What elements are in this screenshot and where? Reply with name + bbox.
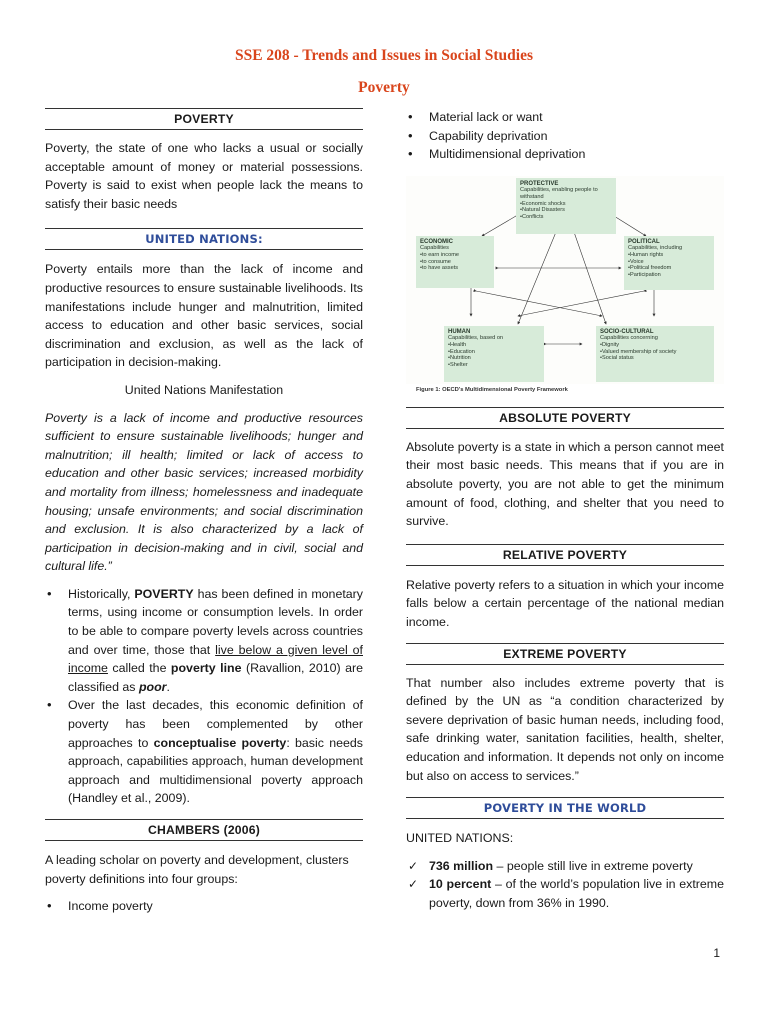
arrow-line [574,232,606,324]
history-bullets [45,585,363,808]
document-subtitle: Poverty [358,79,410,96]
chambers-list-left [45,897,363,916]
relative-poverty-text: Relative poverty refers to a situation in which your income falls below a certain percentage of the national median income. [406,577,724,629]
checkmark-icon: ✓ [408,877,419,892]
absolute-poverty-text: Absolute poverty is a state in which a person cannot meet their most basic needs. This means that if you are in absolute poverty, you are not able to get the minimum amount of food, clothing, and shelter that you need to survive. [406,439,724,529]
box-political: POLITICAL Capabilities, including • Human rights • Voice • Political freedom • Participation [624,236,714,290]
arrow-line [476,291,602,316]
un-definition: Poverty entails more than the lack of income and productive resources to ensure sustainable livelihoods. Its manifestations include hunger and malnutrition, limited access to education and other basic services, social discrimination and exclusion, as well as the lack of participation in decision-making. [45,262,363,370]
chambers-list-right [406,108,724,164]
list-item: • Multidimensional deprivation [406,145,724,164]
list-item: • Capability deprivation [406,127,724,146]
list-item: • Historically, POVERTY has been defined in monetary terms, using income or consumption levels. In order to be able to compare poverty levels across countries and over time, those that live below a given level of income called the poverty line (Ravallion, 2010) are classified as poor. [45,585,363,697]
section-heading-poverty: POVERTY [45,108,363,130]
chambers-intro: A leading scholar on poverty and development, clusters poverty definitions into four groups: [45,853,349,886]
oecd-poverty-framework-figure [406,176,724,384]
checkmark-icon: ✓ [408,858,419,873]
section-heading-united-nations: UNITED NATIONS: [45,228,363,250]
list-item: ✓ 736 million – people still live in extreme poverty [406,857,724,876]
extreme-poverty-text: That number also includes extreme poverty that is defined by the UN as “a condition characterized by severe deprivation of basic human needs, including food, safe drinking water, sanitation facilities, health, shelter, education and information. It depends not only on income but also on access to services.” [406,675,724,783]
list-item: • Over the last decades, this economic definition of poverty has been complemented by other approaches to conceptualise poverty: basic needs approach, capabilities approach, human development approach and multidimensional poverty approach (Handley et al., 2009). [45,696,363,808]
page-number: 1 [713,946,720,960]
box-economic: ECONOMIC Capabilities • to earn income • to consume • to have assets [416,236,494,288]
section-heading-world: POVERTY IN THE WORLD [406,797,724,819]
document-title: SSE 208 - Trends and Issues in Social Studies [234,47,534,64]
figure-caption: Figure 1: OECD's Multidimensional Poverty Framework [416,386,568,393]
un-manifestation-text: Poverty is a lack of income and productive resources sufficient to ensure sustainable livelihoods; hunger and malnutrition; ill health; limited or lack of access to education and other basic services; increased morbidity and mortality from illness; homelessness and inadequate housing; unsafe environments; and social discrimination and exclusion. It is also characterized by a lack of participation in decision-making and in civil, social and cultural life.” [45,410,363,574]
un-manifestation-title: United Nations Manifestation [124,382,284,397]
section-heading-chambers: CHAMBERS (2006) [45,819,363,841]
arrow-line [482,216,516,236]
section-heading-extreme: EXTREME POVERTY [406,643,724,665]
list-item: • Income poverty [45,897,363,916]
world-un-label: UNITED NATIONS: [406,831,514,846]
list-item: • Material lack or want [406,108,724,127]
arrow-line [518,291,644,316]
arrow-line [614,216,646,236]
box-human: HUMAN Capabilities, based on • Health • Education • Nutrition • Shelter [444,326,544,382]
box-protective: PROTECTIVE Capabilities, enabling people to withstand • Economic shocks • Natural Disasters • Conflicts [516,178,616,234]
left-column [45,108,363,916]
poverty-definition: Poverty, the state of one who lacks a usual or socially acceptable amount of money or material possessions. Poverty is said to exist when people lack the means to satisfy their basic needs [45,141,363,211]
section-heading-relative: RELATIVE POVERTY [406,544,724,566]
arrow-line [518,232,556,324]
right-column [406,108,724,912]
box-sociocultural: SOCIO-CULTURAL Capabilities concerning • Dignity • Valued membership of society • Social status [596,326,714,382]
list-item: ✓ 10 percent – of the world’s population live in extreme poverty, down from 36% in 1990. [408,877,724,910]
world-stats-list [406,857,724,913]
section-heading-absolute: ABSOLUTE POVERTY [406,407,724,429]
